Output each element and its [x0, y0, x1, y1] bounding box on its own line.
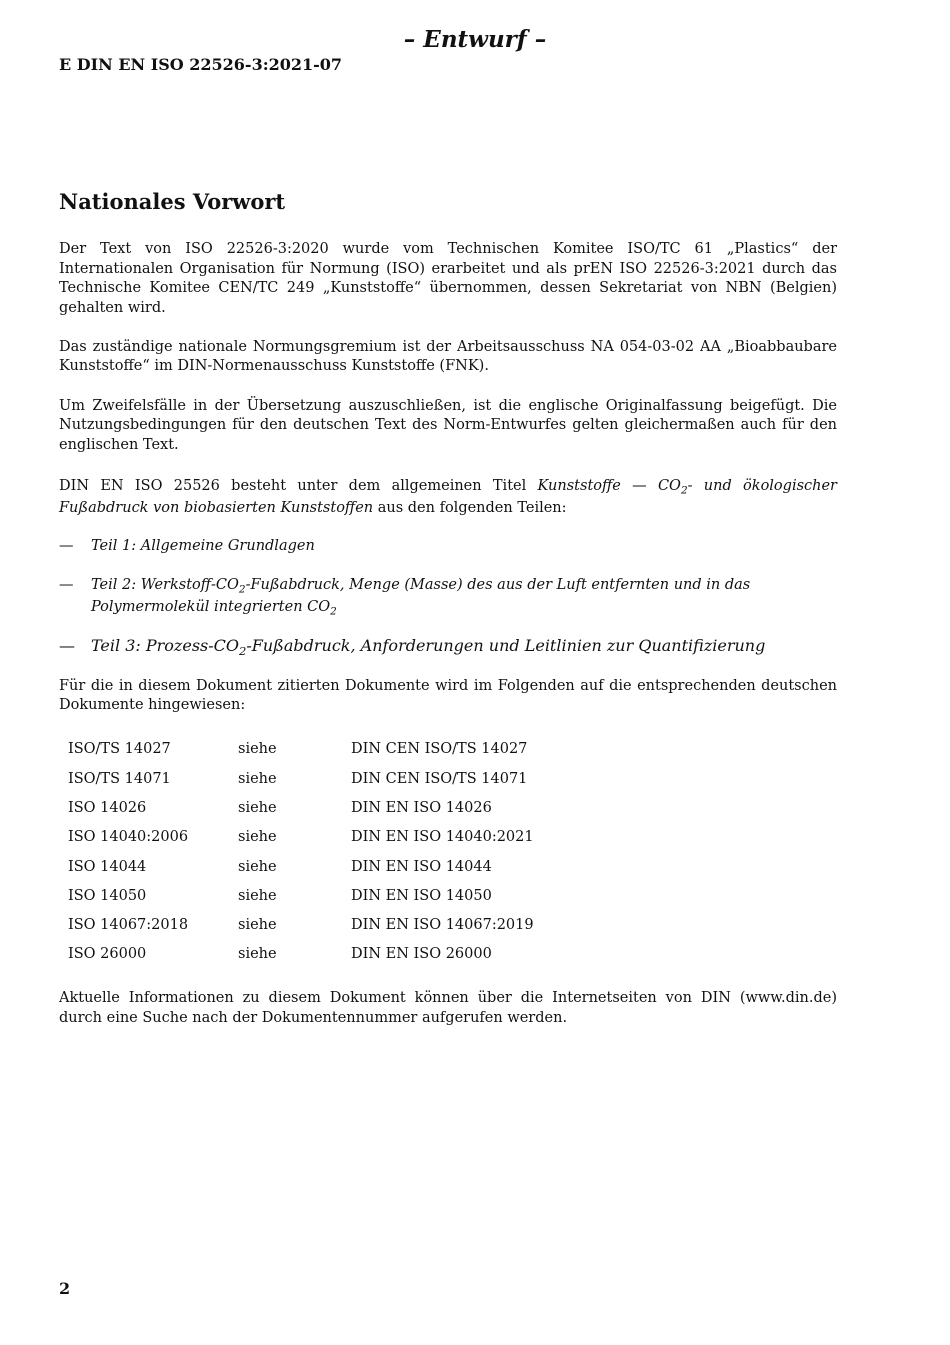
draft-label: – Entwurf – [403, 26, 547, 53]
co2-subscript: 2 [239, 644, 247, 659]
reference-table [59, 736, 837, 970]
iso-reference: ISO 14067:2018 [68, 917, 189, 934]
parts-list [59, 535, 837, 658]
part-3-label-a: Teil 3: Prozess-CO [91, 636, 240, 656]
parts-intro-pre: DIN EN ISO 25526 besteht unter dem allgemeinen Titel [59, 477, 538, 494]
din-reference: DIN CEN ISO/TS 14071 [351, 770, 528, 787]
din-reference: DIN EN ISO 14044 [351, 858, 492, 875]
dash-bullet: — [59, 576, 74, 593]
table-row [59, 882, 837, 911]
din-reference: DIN EN ISO 14067:2019 [351, 917, 534, 934]
iso-reference: ISO 26000 [68, 946, 147, 963]
siehe-label: siehe [238, 946, 277, 963]
iso-reference: ISO 14050 [68, 887, 147, 904]
paragraph-din-info: Aktuelle Informationen zu diesem Dokument können über die Internetseiten von DIN (www.din.de) durch eine Suche nach der Dokumentennummer aufgerufen werden. [59, 989, 837, 1026]
paragraph-translation: Um Zweifelsfälle in der Übersetzung auszuschließen, ist die englische Originalfassung beigefügt. Die Nutzungsbedingungen für den deutschen Text des Norm-Entwurfes gelten gleichermaßen auch für den englischen Text. [59, 397, 837, 453]
siehe-label: siehe [238, 829, 277, 846]
iso-reference: ISO/TS 14071 [68, 770, 171, 787]
table-row [59, 823, 837, 852]
list-item-part-2 [59, 574, 837, 619]
table-row [59, 794, 837, 823]
co2-subscript: 2 [680, 484, 688, 497]
din-reference: DIN EN ISO 14050 [351, 887, 492, 904]
part-2-label-b: -Fußabdruck, Menge (Masse) des aus der Luft entfernten und in das Polymermolekül integrierten CO [91, 576, 751, 616]
siehe-label: siehe [238, 917, 277, 934]
iso-reference: ISO/TS 14027 [68, 741, 171, 758]
co2-subscript: 2 [330, 605, 337, 618]
dash-bullet: — [59, 636, 75, 656]
iso-reference: ISO 14026 [68, 799, 147, 816]
paragraph-references-intro: Für die in diesem Dokument zitierten Dokumente wird im Folgenden auf die entsprechenden deutschen Dokumente hingewiesen: [59, 677, 837, 714]
paragraph-parts-intro [59, 475, 837, 520]
page-number: 2 [59, 1279, 71, 1298]
paragraph-committee: Das zuständige nationale Normungsgremium ist der Arbeitsausschuss NA 054-03-02 AA „Bioabbaubare Kunststoffe“ im DIN-Normenausschuss Kunststoffe (FNK). [59, 338, 837, 375]
siehe-label: siehe [238, 770, 277, 787]
part-1-label: Teil 1: Allgemeine Grundlagen [91, 537, 315, 554]
section-title: Nationales Vorwort [59, 189, 286, 214]
document-body [59, 240, 837, 1048]
din-reference: DIN EN ISO 14040:2021 [351, 829, 534, 846]
general-title-b: - und ökologischer Fußabdruck von biobasierten Kunststoffen [59, 477, 837, 517]
siehe-label: siehe [238, 799, 277, 816]
table-row [59, 853, 837, 882]
document-id: E DIN EN ISO 22526-3:2021-07 [59, 55, 343, 74]
general-title-a: Kunststoffe — CO [537, 477, 681, 494]
din-reference: DIN EN ISO 26000 [351, 946, 492, 963]
siehe-label: siehe [238, 741, 277, 758]
table-row [59, 941, 837, 970]
paragraph-origin: Der Text von ISO 22526-3:2020 wurde vom Technischen Komitee ISO/TC 61 „Plastics“ der Internationalen Organisation für Normung (ISO) erarbeitet und als prEN ISO 22526-3:2021 durch das Technische Komitee CEN/TC 249 „Kunststoffe“ übernommen, dessen Sekretariat von NBN (Belgien) gehalten wird. [59, 241, 837, 316]
table-row [59, 911, 837, 940]
part-3-label-b: -Fußabdruck, Anforderungen und Leitlinien zur Quantifizierung [246, 636, 766, 656]
list-item-part-1 [59, 535, 837, 558]
siehe-label: siehe [238, 887, 277, 904]
list-item-part-3 [59, 635, 837, 658]
din-reference: DIN EN ISO 14026 [351, 799, 492, 816]
dash-bullet: — [59, 537, 74, 554]
co2-subscript: 2 [238, 583, 246, 596]
parts-intro-post: aus den folgenden Teilen: [373, 500, 567, 517]
part-2-label-a: Teil 2: Werkstoff-CO [91, 576, 239, 593]
table-row [59, 736, 837, 765]
siehe-label: siehe [238, 858, 277, 875]
table-row [59, 765, 837, 794]
din-reference: DIN CEN ISO/TS 14027 [351, 741, 528, 758]
iso-reference: ISO 14044 [68, 858, 147, 875]
iso-reference: ISO 14040:2006 [68, 829, 189, 846]
